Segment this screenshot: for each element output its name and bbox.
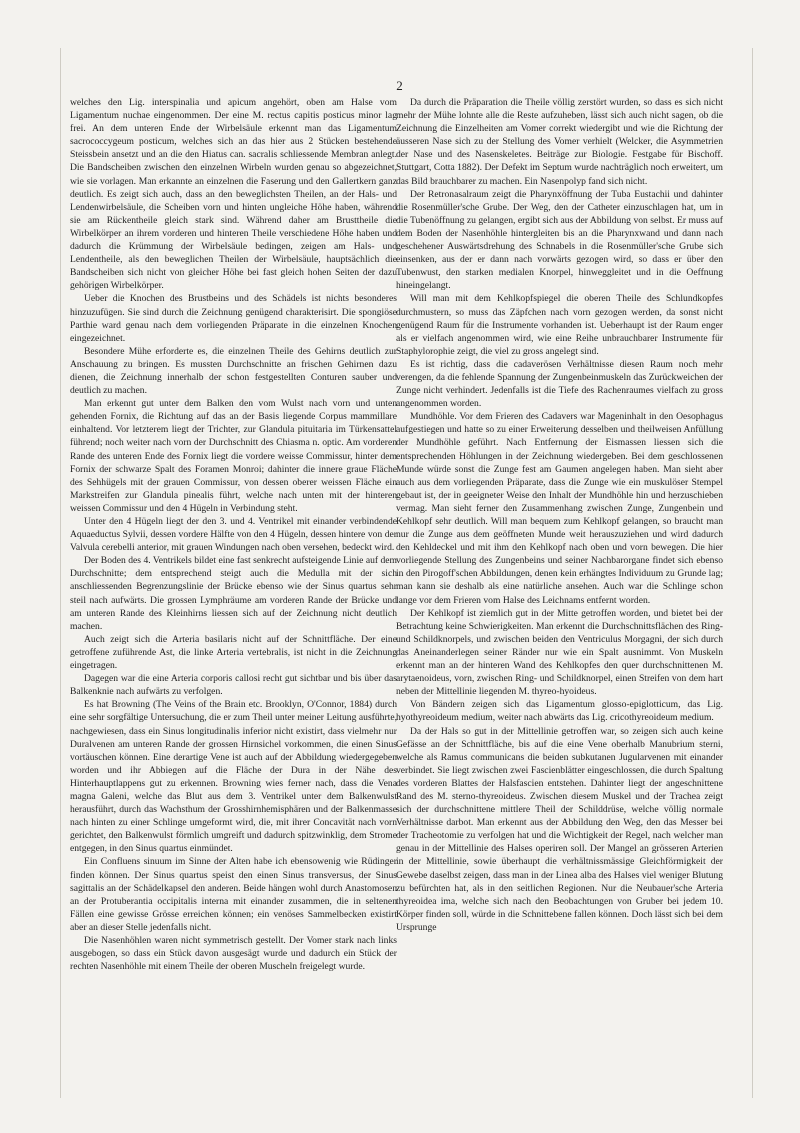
paragraph: Die Nasenhöhlen waren nicht symmetrisch gestellt. Der Vomer stark nach links ausgebogen, so dass ein Stück davon ausgesägt wurde und dadurch ein Stück der rechten Nasenhöhle mit einem Theile der oberen Muscheln freigelegt wurde. [70,935,397,973]
left-margin-rule [60,48,61,1098]
paragraph: Von Bändern zeigen sich das Ligamentum glosso-epiglotticum, das Lig. hyothyreoideum medium, weiter nach abwärts das Lig. cricothyreoideum medium. [396,699,723,724]
paragraph: Dagegen war die eine Arteria corporis callosi recht gut sichtbar und bis über das Balkenknie nach aufwärts zu verfolgen. [70,673,397,698]
page-number: 2 [396,78,404,93]
paragraph: Ueber die Knochen des Brustbeins und des Schädels ist nichts besonderes hinzuzufügen. Sie sind durch die Zeichnung genügend charakterisirt. Die spongiöse Parthie ward genau nach dem vorliegenden Präparate in die einzelnen Knochen eingezeichnet. [70,293,397,344]
paragraph: Da durch die Präparation die Theile völlig zerstört wurden, so dass es sich nicht mehr der Mühe lohnte alle die Reste aufzuheben, lässt sich auch nicht sagen, ob die Zeichnung die Einzelheiten am Vomer correkt wiedergibt und wie die Richtung der äusseren Nase sich zu der Stellung des Vomer verhielt (Welcker, die Asymmetrien der Nase und des Nasenskeletes. Beiträge zur Biologie. Festgabe für Bischoff. Stuttgart, Cotta 1882). Der Defekt im Septum wurde nachträglich noch erweitert, um das Bild brauchbarer zu machen. Ein Nasenpolyp fand sich nicht. [396,97,723,187]
paragraph: Der Boden des 4. Ventrikels bildet eine fast senkrecht aufsteigende Linie auf dem Durchschnitte; dem entsprechend steigt auch die Medulla mit der sich anschliessenden Begrenzungslinie der Brücke ebenso wie der Sinus quartus sehr steil nach aufwärts. Die grossen Lymphräume am vorderen Rande der Brücke und am unteren Rande des Kleinhirns liessen sich auf der Zeichnung nicht deutlich machen. [70,555,397,632]
paragraph: Will man mit dem Kehlkopfspiegel die oberen Theile des Schlundkopfes durchmustern, so muss das Zäpfchen nach vorn gezogen werden, da sonst nicht genügend Raum für die Instrumente vorhanden ist. Ueberhaupt ist der Raum enger als er vielfach angenommen wird, wie eine Reihe unbrauchbarer Instrumente für Staphylorophie zeigt, die viel zu gross angelegt sind. [396,293,723,357]
paragraph: Der Kehlkopf ist ziemlich gut in der Mitte getroffen worden, und bietet bei der Betrachtung keine Schwierigkeiten. Man erkennt die Durchschnittsflächen des Ring- und Schildknorpels, und zwischen beiden den Ventriculus Morgagni, der sich durch das Aneinanderlegen seiner Ränder nur wie ein Spalt ausnimmt. Von Muskeln erkennt man an der hinteren Wand des Kehlkopfes den quer durchschnittenen M. arytaenoideus, vorn, zwischen Ring- und Schildknorpel, einen Streifen von dem hart neben der Mittellinie liegenden M. thyreo-hyoideus. [396,607,723,698]
left-text-column [70,96,397,1096]
paragraph: Ein Confluens sinuum im Sinne der Alten habe ich ebensowenig wie Rüdinger finden können. Der Sinus quartus speist den einen Sinus transversus, der Sinus sagittalis an der Schädelkapsel den anderen. Beide hängen wohl durch Anastomosen an der Protuberantia occipitalis interna mit einander zusammen, die in seltenen Fällen eine gewisse Grösse erreichen können; ein venöses Sammelbecken existirt aber an dieser Stelle jedenfalls nicht. [70,856,397,933]
right-text-column [396,96,723,1096]
paragraph: Unter den 4 Hügeln liegt der den 3. und 4. Ventrikel mit einander verbindende Aquaeductus Sylvii, dessen vordere Hälfte von den 4 Hügeln, dessen hintere von der Valvula cerebelli anterior, mit grauen Windungen nach oben versehen, bedeckt wird. [70,516,397,554]
paragraph: Der Retronasalraum zeigt die Pharynxöffnung der Tuba Eustachii und dahinter die Rosenmüller'sche Grube. Der Weg, den der Catheter einzuschlagen hat, um in die Tubenöffnung zu gelangen, ergibt sich aus der Abbildung von selbst. Er muss auf dem Boden der Nasenhöhle hintergleiten bis an die Pharynxwand und dann nach geschehener Auswärtsdrehung des Schnabels in die Rosenmüller'sche Grube sich einsenken, aus der er dann nach vorwärts gezogen wird, so dass er über den Tubenwust, den starken medialen Knorpel, hinweggleitet und in die Oeffnung hineingelangt. [396,188,723,292]
paragraph: Es hat Browning (The Veins of the Brain etc. Brooklyn, O'Connor, 1884) durch eine sehr sorgfältige Untersuchung, die er zum Theil unter meiner Leitung ausführte, nachgewiesen, dass ein Sinus longitudinalis inferior nicht existirt, dass vielmehr nur Duralvenen am unteren Rande der grossen Hirnsichel vorkommen, die einen Sinus vortäuschen können. Eine derartige Vene ist auch auf der Abbildung wiedergegeben worden und ihr Abbiegen auf die Fläche der Dura in der Nähe des Hinterhauptlappens gut zu erkennen. Browning wies ferner nach, dass die Vena magna Galeni, welche das Blut aus dem 3. Ventrikel unter dem Balkenwulst herausführt, durch das Wachsthum der Grosshirnhemisphären und der Balkenmasse nach hinten zu einer Schlinge umgeformt wird, die, mit ihrer Concavität nach vorn gerichtet, den Balkenwulst förmlich umgreift und dadurch spitzwinklig, dem Strome entgegen, in den Sinus quartus einmündet. [70,699,397,855]
paragraph: Da der Hals so gut in der Mittellinie getroffen war, so zeigen sich auch keine Gefässe an der Schnittfläche, bis auf die eine Vene oberhalb Manubrium sterni, welche als Ramus communicans die beiden subkutanen Jugularvenen mit einander verbindet. Sie liegt zwischen zwei Fascienblätter eingeschlossen, die durch Spaltung des vorderen Blattes der Halsfascien entstehen. Dahinter liegt der angeschnittene Rand des M. sterno-thyreoideus. Zwischen diesem Muskel und der Trachea zeigt sich der durchschnittene mittlere Theil der Schilddrüse, welche völlig normale Verhältnisse darbot. Man erkennt aus der Abbildung den Weg, den das Messer bei der Tracheotomie zu verfolgen hat und die Wichtigkeit der Regel, nach welcher man genau in der Mittellinie des Halses operiren soll. Der Mangel an grösseren Arterien in der Mittellinie, sowie überhaupt die verhältnissmässige Gleichförmigkeit der Gewebe daselbst zeigen, dass man in der Linea alba des Halses viel weniger Blutung zu befürchten hat, als in den seitlichen Regionen. Nur die Neubauer'sche Arteria thyreoidea ima, welche sich nach den Beobachtungen von Gruber bei jedem 10. Körper finden soll, würde in die Schnittebene fallen können. Doch lässt sich bei dem Ursprunge [396,725,723,933]
paragraph: Man erkennt gut unter dem Balken den vom Wulst nach vorn und unten gehenden Fornix, die Richtung auf das an der Basis liegende Corpus mammillare einhaltend. Vor letzterem liegt der Trichter, zur Glandula pituitaria im Türkensattel führend; noch weiter nach vorn der Durchschnitt des Chiasma n. optic. Am vorderen Rande des unteren Ende des Fornix liegt die vordere weisse Commissur, hinter dem Fornix der schwarze Spalt des Foramen Monroi; dahinter die innere graue Fläche des Sehhügels mit der grauen Commissur, von dessen oberer weissen Fläche ein Markstreifen zur Glandula pinealis führt, welche nach unten mit der hinteren weissen Commissur und den 4 Hügeln in Verbindung steht. [70,398,397,514]
paragraph: Auch zeigt sich die Arteria basilaris nicht auf der Schnittfläche. Der eine getroffene zuführende Ast, die linke Arteria vertebralis, ist nicht in die Zeichnung eingetragen. [70,633,397,672]
paragraph: Mundhöhle. Vor dem Frieren des Cadavers war Mageninhalt in den Oesophagus aufgestiegen und hatte so zu einer Erweiterung desselben und theilweisen Anfüllung der Mundhöhle geführt. Nach Entfernung der Eismassen liessen sich die entsprechenden Höhlungen in der Zeichnung wiedergeben. Bei dem geschlossenen Munde würde sonst die Zunge fest am Gaumen angelegen haben. Man sieht aber auch aus dem vorliegenden Präparate, dass die Zunge wie ein muskulöser Stempel gebaut ist, der in geeigneter Weise den Inhalt der Mundhöhle hin und herzuschieben vermag. Man sieht ferner den Zusammenhang zwischen Zunge, Zungenbein und Kehlkopf sehr deutlich. Will man bequem zum Kehlkopf gelangen, so braucht man nur die Zunge aus dem geöffneten Munde weit herauszuziehen und wird dadurch den Kehldeckel und mit ihm den Kehlkopf nach oben und vorn bewegen. Die hier vorliegende Stellung des Zungenbeins und seiner Nachbarorgane findet sich ebenso in den Pirogoff'schen Abbildungen, denen kein erhängtes Individuum zu Grunde lag; man kann sie deshalb als eine natürliche ansehen. Auch war die Schlinge schon lange vor dem Frieren vom Halse des Leichnams entfernt worden. [396,411,723,606]
right-margin-rule [752,48,753,1098]
paragraph: Besondere Mühe erforderte es, die einzelnen Theile des Gehirns deutlich zur Anschauung zu bringen. Es mussten Durchschnitte an frischen Gehirnen dazu dienen, die Zeichnung innerhalb der schon festgestellten Conturen sauber und deutlich zu machen. [70,345,397,397]
paragraph: Es ist richtig, dass die cadaverösen Verhältnisse diesen Raum noch mehr verengen, da die fehlende Spannung der Zungenbeinmuskeln das Zurückweichen der Zunge nicht verhindert. Jedenfalls ist die Tiefe des Rachenraumes vielfach zu gross angenommen worden. [396,358,723,410]
paragraph: welches den Lig. interspinalia und apicum angehört, oben am Halse vom Ligamentum nuchae eingenommen. Der eine M. rectus capitis posticus minor lag frei. An dem unteren Ende der Wirbelsäule erkennt man das Ligamentum sacrococcygeum posticum, welches sich an das hier aus 2 Stücken bestehende Steissbein ansetzt und an die den Hiatus can. sacralis schliessende Membran anlegt. Die Bandscheiben zwischen den einzelnen Wirbeln wurden genau so abgezeichnet, wie sie vorlagen. Man erkannte an einzelnen die Faserung und den Gallertkern ganz deutlich. Es zeigt sich auch, dass an den beweglichsten Theilen, an der Hals- und Lendenwirbelsäule, die Scheiben vorn und hinten ungleiche Höhe haben, während sie am Rückentheile gleich stark sind. Während daher am Brusttheile die Wirbelkörper an ihrem vorderen und hinteren Theile verschiedene Höhe haben und dadurch die Krümmung der Wirbelsäule bedingen, zeigen am Hals- und Lendentheile, als den beweglichen Theilen der Wirbelsäule, hauptsächlich die Bandscheiben sich nicht von gleicher Höhe bei fast gleich hohen Seiten der dazu gehörigen Wirbelkörper. [70,97,397,292]
